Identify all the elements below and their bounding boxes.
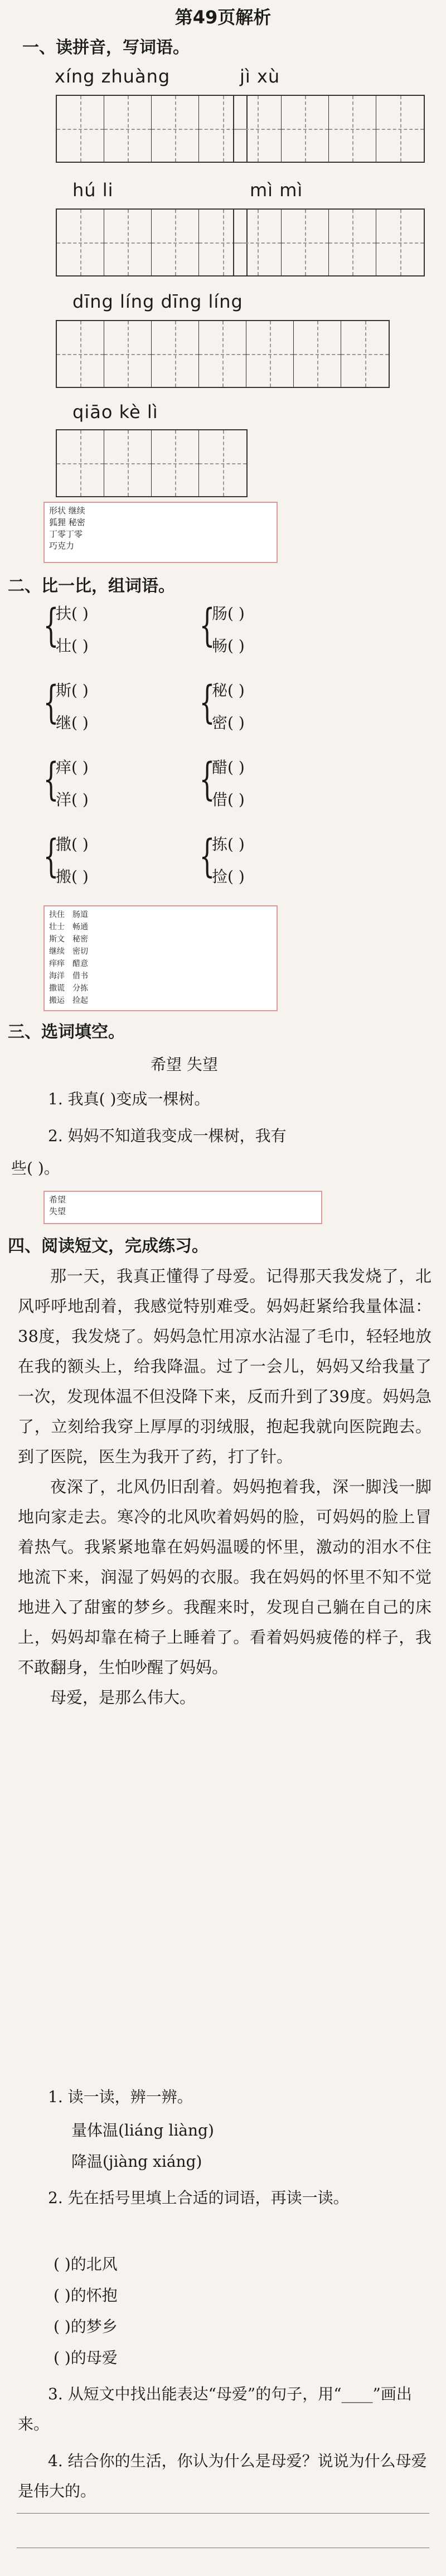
section2-heading: 二、比一比，组词语。 [8,576,175,596]
q4-1: 1. 读一读，辨一辨。 [48,2088,193,2106]
question-2-cont: 些( )。 [11,1159,60,1177]
pinyin-4: mì mì [250,180,303,201]
brace: { [43,676,59,728]
word-pair: 拣( ) 捡( ) [212,835,245,886]
paragraph-1: 那一天，我真正懂得了母爱。记得那天我发烧了，北风呼呼地刮着，我感觉特别难受。妈妈赶紧给我量体温：38度，我发烧了。妈妈急忙用凉水沾湿了毛巾，轻轻地放在我的额头上，给我降温。过了一会儿，妈妈又给我量了一次，发现体温不但没降下来，反而升到了39度。妈妈急了，立刻给我穿上厚厚的羽绒服，抱起我就向医院跑去。到了医院，医生为我开了药，打了针。 [18,1267,432,1466]
q4-3: 3. 从短文中找出能表达“母爱”的句子，用“____”画出来。 [18,2385,412,2433]
char-grid-5 [56,320,390,388]
char-grid-3 [56,208,248,276]
answer-line [17,2513,429,2514]
brace: { [43,599,59,651]
section1-heading: 一、读拼音，写词语。 [22,38,190,57]
answer-box-3: 希望 失望 [43,1191,322,1224]
q4-1b: 降温(jiàng xiáng) [71,2152,202,2171]
brace: { [199,830,215,882]
q4-4: 4. 结合你的生活，你认为什么是母爱？说说为什么母爱是伟大的。 [18,2452,427,2500]
pinyin-5: dīng líng dīng líng [72,291,243,312]
q4-2-item: ( )的怀抱 [54,2286,118,2305]
word-pair: 痒( ) 洋( ) [56,758,89,809]
word-pair: 秘( ) 密( ) [212,681,245,732]
brace: { [43,830,59,882]
pinyin-3: hú li [72,180,114,201]
section4-heading: 四、阅读短文，完成练习。 [8,1236,209,1256]
reading-passage [18,1261,432,1713]
q4-2-item: ( )的北风 [54,2255,118,2273]
q4-2-item: ( )的梦乡 [54,2317,118,2336]
word-bank: 希望 失望 [151,1055,218,1074]
char-grid-1 [56,95,248,163]
section3-heading: 三、选词填空。 [8,1022,125,1042]
answer-box-1: 形状 继续 狐狸 秘密 丁零丁零 巧克力 [43,502,278,563]
q4-2: 2. 先在括号里填上合适的词语，再读一读。 [48,2189,349,2207]
word-pair: 扶( ) 壮( ) [56,604,89,655]
brace: { [43,753,59,805]
page-title: 第49页解析 [174,7,272,28]
pinyin-2: jì xù [240,66,280,87]
brace: { [199,753,215,805]
answer-box-2: 扶住 肠道 壮士 畅通 斯文 秘密 继续 密切 痒痒 醋意 海洋 借书 撒谎 分拣 搬运 捡起 [43,905,278,1011]
brace: { [199,599,215,651]
brace: { [199,676,215,728]
pinyin-1: xíng zhuàng [55,66,171,87]
paragraph-3: 母爱，是那么伟大。 [50,1688,196,1707]
word-pair: 肠( ) 畅( ) [212,604,245,655]
word-pair: 撒( ) 搬( ) [56,835,89,886]
question-1: 1. 我真( )变成一棵树。 [48,1090,210,1108]
char-grid-4 [233,208,425,276]
char-grid-6 [56,429,248,497]
question-2: 2. 妈妈不知道我变成一棵树，我有 [48,1127,287,1145]
char-grid-2 [233,95,425,163]
q4-1a: 量体温(liáng liàng) [71,2121,214,2140]
paragraph-2: 夜深了，北风仍旧刮着。妈妈抱着我，深一脚浅一脚地向家走去。寒冷的北风吹着妈妈的脸，可妈妈的脸上冒着热气。我紧紧地靠在妈妈温暖的怀里，激动的泪水不住地流下来，润湿了妈妈的衣服。我在妈妈的怀里不知不觉地进入了甜蜜的梦乡。我醒来时，发现自己躺在自己的床上，妈妈却靠在椅子上睡着了。看着妈妈疲倦的样子，我不敢翻身，生怕吵醒了妈妈。 [18,1477,432,1677]
word-pair: 斯( ) 继( ) [56,681,89,732]
q4-2-item: ( )的母爱 [54,2349,118,2367]
pinyin-6: qiāo kè lì [72,401,158,423]
word-pair: 醋( ) 借( ) [212,758,245,809]
